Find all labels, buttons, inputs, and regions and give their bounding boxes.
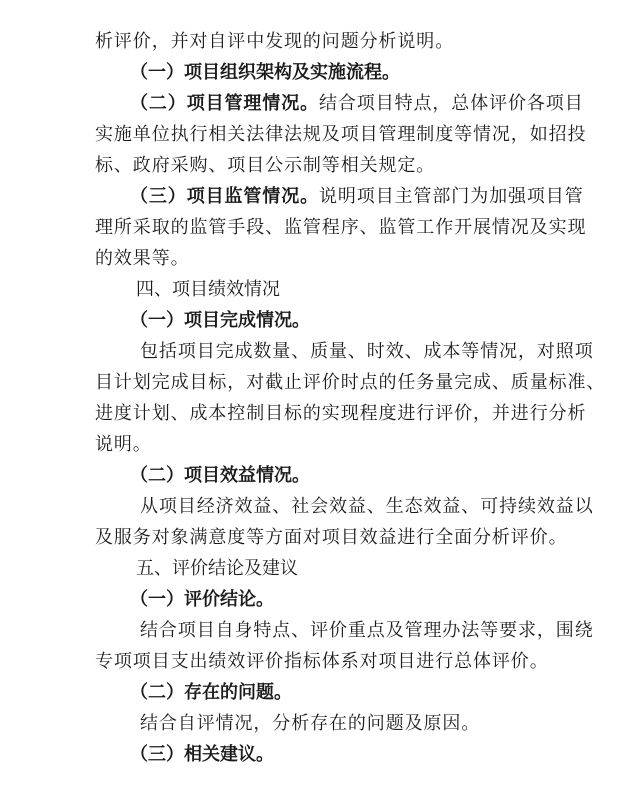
section-heading: 四、项目绩效情况 <box>136 279 280 300</box>
paragraph-line: 实施单位执行相关法律法规及项目管理制度等情况，如招投 <box>95 124 587 145</box>
paragraph-line: 及服务对象满意度等方面对项目效益进行全面分析评价。 <box>95 527 568 548</box>
paragraph-text: 结合项目特点，总体评价各项目 <box>319 93 584 114</box>
paragraph-line: 析评价，并对自评中发现的问题分析说明。 <box>95 31 455 52</box>
paragraph-line: 说明。 <box>95 434 152 455</box>
paragraph-line: 进度计划、成本控制目标的实现程度进行评价，并进行分析 <box>95 403 587 424</box>
subheading: （一）项目完成情况。 <box>130 310 310 331</box>
paragraph-line: 结合自评情况，分析存在的问题及原因。 <box>140 713 481 734</box>
paragraph-text: 说明项目主管部门为加强项目管 <box>319 186 584 207</box>
subheading: （二）项目效益情况。 <box>130 465 310 486</box>
section-heading: 五、评价结论及建议 <box>136 558 298 579</box>
paragraph-line: 标、政府采购、项目公示制等相关规定。 <box>95 155 436 176</box>
paragraph-line: 包括项目完成数量、质量、时效、成本等情况，对照项 <box>140 341 594 362</box>
paragraph-line: 的效果等。 <box>95 248 190 269</box>
paragraph-line <box>0 88 640 119</box>
paragraph-line: 理所采取的监管手段、监管程序、监管工作开展情况及实现 <box>95 217 587 238</box>
subheading: （一）评价结论。 <box>130 589 274 610</box>
paragraph-line: 从项目经济效益、社会效益、生态效益、可持续效益以 <box>140 496 594 517</box>
paragraph-line: 专项项目支出绩效评价指标体系对项目进行总体评价。 <box>95 651 549 672</box>
subheading: （二）存在的问题。 <box>130 682 292 703</box>
paragraph-line: 目计划完成目标，对截止评价时点的任务量完成、质量标准、 <box>95 372 606 393</box>
subheading: （一）项目组织架构及实施流程。 <box>130 62 400 83</box>
subheading: （二）项目管理情况。 <box>130 93 319 114</box>
paragraph-line <box>0 181 640 212</box>
subheading: （三）项目监管情况。 <box>130 186 319 207</box>
subheading: （三）相关建议。 <box>130 744 274 765</box>
paragraph-line: 结合项目自身特点、评价重点及管理办法等要求，围绕 <box>140 620 594 641</box>
